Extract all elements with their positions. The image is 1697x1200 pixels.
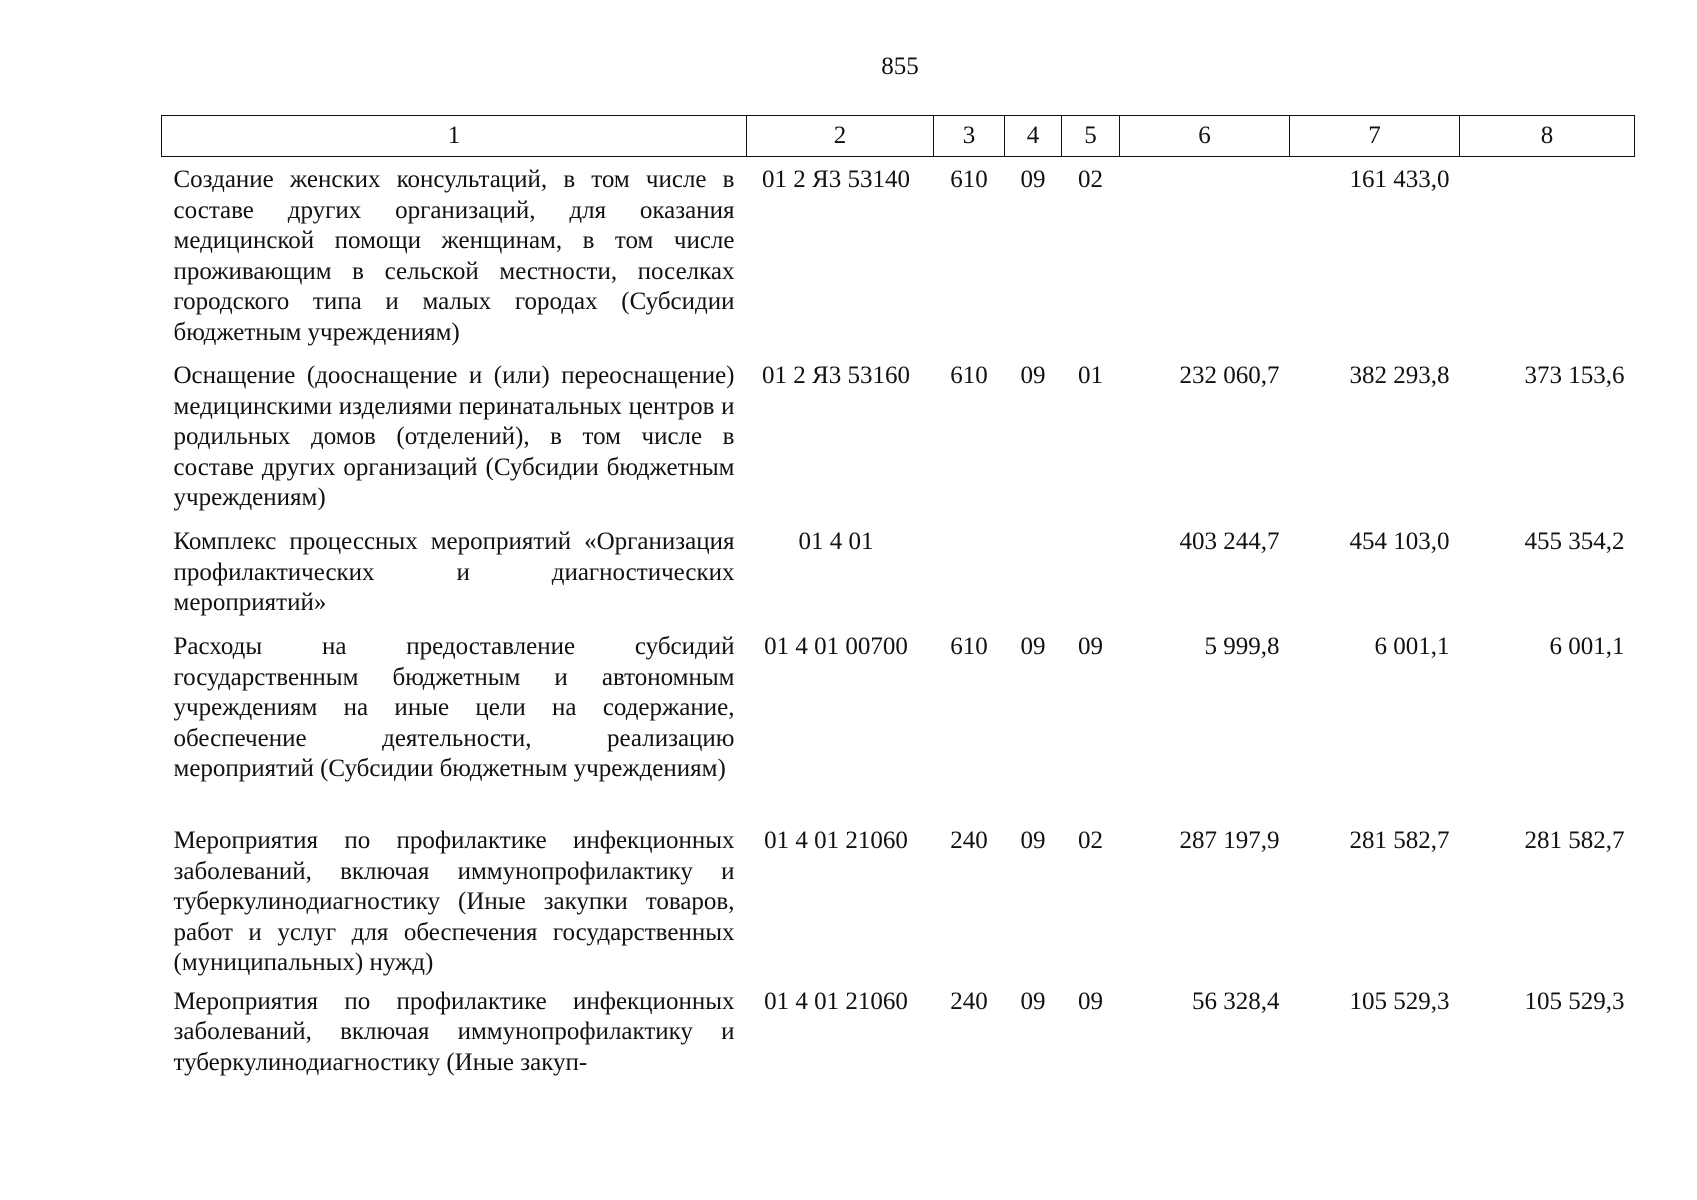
row-amount-col6 [1120,157,1290,354]
column-header-3: 3 [934,116,1005,157]
row-subsection: 02 [1078,166,1103,193]
row-amount-col7: 161 433,0 [1349,166,1450,193]
row-target-code: 01 4 01 21060 [764,987,908,1015]
column-header-2: 2 [747,116,934,157]
row-expense-type: 610 [950,166,988,193]
table-body [162,157,1635,1087]
row-description: Создание женских консультаций, в том числе в составе других организаций, для оказания медицинской помощи женщинам, в том числе проживающим в сельской местности, поселках городского типа и малых городах (Субсидии бюджетным учреждениям) [173,166,735,346]
row-description: Расходы на предоставление субсидий государственным бюджетным и автономным учреждениям на иные цели на содержание, обеспечение деятельности, реализацию мероприятий (Субсидии бюджетным учреждениям) [173,633,735,782]
row-amount-col7: 382 293,8 [1349,362,1450,389]
row-amount-col7: 6 001,1 [1374,633,1450,660]
row-amount-col8 [1460,157,1635,354]
row-amount-col7: 454 103,0 [1349,528,1450,555]
row-subsection: 09 [1078,987,1103,1015]
row-target-code: 01 2 Я3 53160 [762,362,910,389]
row-amount-col8: 6 001,1 [1549,633,1625,660]
column-header-4: 4 [1005,116,1062,157]
row-amount-col6: 56 328,4 [1192,987,1280,1015]
column-header-6: 6 [1120,116,1290,157]
row-expense-type: 240 [950,987,988,1015]
row-amount-col8: 105 529,3 [1524,987,1625,1015]
row-description: Мероприятия по профилактике инфекционных заболеваний, включая иммунопрофилактику и туберкулинодиагностику (Иные закуп- [173,987,735,1076]
row-target-code: 01 2 Я3 53140 [762,166,910,193]
row-amount-col8: 455 354,2 [1524,528,1625,555]
column-header-8: 8 [1460,116,1635,157]
row-subsection [1062,519,1120,624]
column-header-5: 5 [1062,116,1120,157]
row-amount-col6: 287 197,9 [1179,827,1280,854]
row-section: 09 [1020,827,1046,854]
row-expense-type: 610 [950,633,988,660]
table-header [162,116,1635,157]
row-amount-col6: 403 244,7 [1179,528,1280,555]
row-amount-col6: 232 060,7 [1179,362,1280,389]
row-expense-type: 240 [950,827,988,854]
budget-table [161,115,1635,1087]
row-section: 09 [1020,362,1046,389]
row-section: 09 [1020,987,1046,1015]
row-amount-col7: 105 529,3 [1349,987,1450,1015]
table-row [162,818,1635,979]
row-subsection: 01 [1078,362,1103,389]
table-row [162,519,1635,624]
row-amount-col8: 373 153,6 [1524,362,1625,389]
row-section: 09 [1020,166,1046,193]
row-subsection: 02 [1078,827,1103,854]
row-description: Оснащение (дооснащение и (или) переоснащение) медицинскими изделиями перинатальных центров и родильных домов (отделений), в том числе в составе других организаций (Субсидии бюджетным учреждениям) [173,362,735,511]
row-target-code: 01 4 01 [798,528,874,555]
row-expense-type [934,519,1005,624]
row-amount-col8: 281 582,7 [1524,827,1625,854]
table-row [162,157,1635,354]
row-amount-col6: 5 999,8 [1204,633,1280,660]
column-header-7: 7 [1290,116,1460,157]
table-row [162,353,1635,519]
row-target-code: 01 4 01 00700 [764,633,908,660]
row-target-code: 01 4 01 21060 [764,827,908,854]
table-row [162,979,1635,1087]
row-subsection: 09 [1078,633,1103,660]
header-row [162,116,1635,157]
row-description: Комплекс процессных мероприятий «Организация профилактических и диагностических мероприятий» [173,528,735,616]
row-expense-type: 610 [950,362,988,389]
row-amount-col7: 281 582,7 [1349,827,1450,854]
row-section [1005,519,1062,624]
column-header-1: 1 [162,116,747,157]
table-row [162,624,1635,818]
page-number: 855 [881,53,919,80]
row-section: 09 [1020,633,1046,660]
row-description: Мероприятия по профилактике инфекционных заболеваний, включая иммунопрофилактику и туберкулинодиагностику (Иные закупки товаров, работ и услуг для обеспечения государственных (муниципальных) нужд) [173,827,735,976]
